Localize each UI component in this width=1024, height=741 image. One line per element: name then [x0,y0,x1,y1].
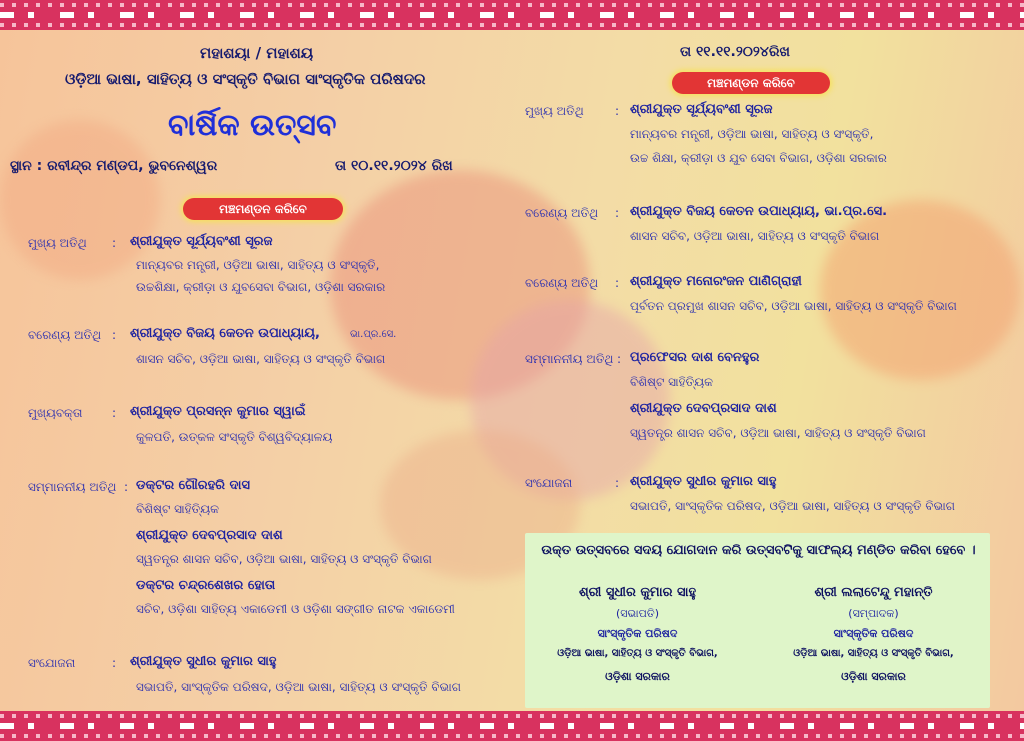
day1-name-honoured-guest-3: ଡକ୍ଟର ଚନ୍ଦ୍ରଶେଖର ହୋତା [136,578,276,593]
day2-desc: ଉଚ୍ଚ ଶିକ୍ଷା, କ୍ରୀଡ଼ା ଓ ଯୁବ ସେବା ବିଭାଗ, ଓଡ଼ିଶା ସରକାର [630,151,887,165]
day2-name-distinguished-guest-2: ଶ୍ରୀଯୁକ୍ତ ମନୋରଂଜନ ପାଣିଗ୍ରାହୀ [630,274,802,289]
signatory-2-dept: ଓଡ଼ିଆ ଭାଷା, ସାହିତ୍ୟ ଓ ସଂସ୍କୃତି ବିଭାଗ, [793,648,954,659]
day2-desc: ସ୍ୱତନ୍ତ୍ର ଶାସନ ସଚିବ, ଓଡ଼ିଆ ଭାଷା, ସାହିତ୍ୟ ଓ ସଂସ୍କୃତି ବିଭାଗ [630,426,926,440]
badge-day2: ମଞ୍ଚମଣ୍ଡନ କରିବେ [672,72,830,94]
day1-sep: : [112,328,117,342]
signatory-1-role: (ସଭାପତି) [616,607,659,620]
day1-name-suffix: ଭା.ପ୍ର.ସେ. [350,329,397,340]
day1-name-keynote: ଶ୍ରୀଯୁକ୍ତ ପ୍ରସନ୍ନ କୁମାର ସ୍ୱାଇଁ [130,404,306,419]
day1-name-coordination: ଶ୍ରୀଯୁକ୍ତ ସୁଧୀର କୁମାର ସାହୁ [130,654,277,669]
day1-sep: : [124,480,129,494]
day1-desc: ମାନ୍ୟବର ମନ୍ତ୍ରୀ, ଓଡ଼ିଆ ଭାଷା, ସାହିତ୍ୟ ଓ ସଂସ୍କୃତି, [136,258,380,272]
day1-label-coordination: ସଂଯୋଜନା [28,656,76,670]
day1-desc: ଶାସନ ସଚିବ, ଓଡ଼ିଆ ଭାଷା, ସାହିତ୍ୟ ଓ ସଂସ୍କୃତି ବିଭାଗ [136,352,386,366]
invite-box [525,533,990,708]
day1-sep: : [112,406,117,420]
top-border [0,0,1024,30]
day2-label-coordination: ସଂଯୋଜନା [525,476,573,490]
day1-label-chief-guest: ମୁଖ୍ୟ ଅତିଥି [28,236,87,250]
day2-sep: : [615,476,620,490]
day2-sep: : [615,104,620,118]
date-day2: ତା ୧୧.୧୧.୨୦୨୪ରିଖ [680,44,790,60]
date-day1: ତା ୧୦.୧୧.୨୦୨୪ ରିଖ [335,158,453,174]
signatory-2-govt: ଓଡ଼ିଶା ସରକାର [841,670,906,683]
venue: ସ୍ଥାନ : ରବୀନ୍ଦ୍ର ମଣ୍ଡପ, ଭୁବନେଶ୍ୱର [10,158,218,174]
signatory-2-role: (ସମ୍ପାଦକ) [848,607,899,620]
day2-label-chief-guest: ମୁଖ୍ୟ ଅତିଥି [525,104,584,118]
day1-name-honoured-guest-2: ଶ୍ରୀଯୁକ୍ତ ଦେବପ୍ରସାଦ ଦାଶ [136,528,283,543]
day2-sep: : [615,276,620,290]
day2-desc: ବିଶିଷ୍ଟ ସାହିତ୍ୟିକ [630,375,713,389]
day1-name-chief-guest: ଶ୍ରୀଯୁକ୍ତ ସୂର୍ଯ୍ୟବଂଶୀ ସୂରଜ [130,234,273,249]
day1-desc: କୁଳପତି, ଉତ୍କଳ ସଂସ୍କୃତି ବିଶ୍ୱବିଦ୍ୟାଳୟ [136,430,333,444]
day1-label-distinguished-guest: ବରେଣ୍ୟ ଅତିଥି [28,328,102,342]
signatory-1-name: ଶ୍ରୀ ସୁଧୀର କୁମାର ସାହୁ [578,585,697,600]
day2-name-coordination: ଶ୍ରୀଯୁକ୍ତ ସୁଧୀର କୁମାର ସାହୁ [630,474,777,489]
signatory-1-dept: ଓଡ଼ିଆ ଭାଷା, ସାହିତ୍ୟ ଓ ସଂସ୍କୃତି ବିଭାଗ, [557,648,718,659]
day2-sep: : [615,206,620,220]
day2-name-honoured-guest-2: ଶ୍ରୀଯୁକ୍ତ ଦେବପ୍ରସାଦ ଦାଶ [630,401,777,416]
day1-desc: ବିଶିଷ୍ଟ ସାହିତ୍ୟିକ [136,502,219,516]
signatory-1-org: ସାଂସ୍କୃତିକ ପରିଷଦ [597,627,678,640]
day2-label-distinguished-guest-2: ବରେଣ୍ୟ ଅତିଥି [525,276,599,290]
day1-sep: : [112,656,117,670]
day1-name-distinguished-guest: ଶ୍ରୀଯୁକ୍ତ ବିଜୟ କେତନ ଉପାଧ୍ୟାୟ, [130,326,320,341]
day2-label-honoured-guest: ସମ୍ମାନନୀୟ ଅତିଥି [525,352,614,366]
day2-name-honoured-guest: ପ୍ରଫେସର ଦାଶ ବେନହୁର [630,350,760,365]
day2-desc: ସଭାପତି, ସାଂସ୍କୃତିକ ପରିଷଦ, ଓଡ଼ିଆ ଭାଷା, ସାହିତ୍ୟ ଓ ସଂସ୍କୃତି ବିଭାଗ [630,499,956,513]
day2-label-distinguished-guest: ବରେଣ୍ୟ ଅତିଥି [525,206,599,220]
bottom-border [0,711,1024,741]
signatory-1-govt: ଓଡ଼ିଶା ସରକାର [605,670,670,683]
flower-bg-icon [0,120,160,280]
day2-desc: ମାନ୍ୟବର ମନ୍ତ୍ରୀ, ଓଡ଼ିଆ ଭାଷା, ସାହିତ୍ୟ ଓ ସଂସ୍କୃତି, [630,127,874,141]
day1-desc: ସ୍ୱତନ୍ତ୍ର ଶାସନ ସଚିବ, ଓଡ଼ିଆ ଭାଷା, ସାହିତ୍ୟ ଓ ସଂସ୍କୃତି ବିଭାଗ [136,552,432,566]
badge-day1: ମଞ୍ଚମଣ୍ଡନ କରିବେ [183,198,343,220]
day1-desc: ସଚିବ, ଓଡ଼ିଶା ସାହିତ୍ୟ ଏକାଡେମୀ ଓ ଓଡ଼ିଶା ସଙ୍ଗୀତ ନାଟକ ଏକାଡେମୀ [136,602,455,616]
signatory-2-org: ସାଂସ୍କୃତିକ ପରିଷଦ [833,627,914,640]
day2-name-chief-guest: ଶ୍ରୀଯୁକ୍ତ ସୂର୍ଯ୍ୟବଂଶୀ ସୂରଜ [630,102,773,117]
day1-desc: ଉଚ୍ଚଶିକ୍ଷା, କ୍ରୀଡ଼ା ଓ ଯୁବସେବା ବିଭାଗ, ଓଡ଼ିଶା ସରକାର [136,280,386,294]
day2-sep: : [617,352,622,366]
salutation: ମହାଶୟା / ମହାଶୟ [200,44,314,62]
day1-sep: : [112,236,117,250]
day1-name-honoured-guest: ଡକ୍ଟର ଗୌରହରି ଦାସ [136,478,250,493]
signatory-2-name: ଶ୍ରୀ ଲଲାଟେନ୍ଦୁ ମହାନ୍ତି [814,585,933,600]
invite-message: ଉକ୍ତ ଉତ୍ସବରେ ସଦୟ ଯୋଗଦାନ କରି ଉତ୍ସବଟିକୁ ସାଫଲ୍ୟ ମଣ୍ଡିତ କରିବା ହେବେ । [541,543,976,558]
day1-label-keynote: ମୁଖ୍ୟବକ୍ତା [28,406,83,420]
flower-bg-icon [820,200,1020,380]
day2-desc: ପୂର୍ବତନ ପ୍ରମୁଖ ଶାସନ ସଚିବ, ଓଡ଼ିଆ ଭାଷା, ସାହିତ୍ୟ ଓ ସଂସ୍କୃତି ବିଭାଗ [630,299,957,313]
organizer: ଓଡ଼ିଆ ଭାଷା, ସାହିତ୍ୟ ଓ ସଂସ୍କୃତି ବିଭାଗ ସାଂସ୍କୃତିକ ପରିଷଦର [65,70,426,88]
day1-desc: ସଭାପତି, ସାଂସ୍କୃତିକ ପରିଷଦ, ଓଡ଼ିଆ ଭାଷା, ସାହିତ୍ୟ ଓ ସଂସ୍କୃତି ବିଭାଗ [136,680,462,694]
day1-label-honoured-guest: ସମ୍ମାନନୀୟ ଅତିଥି [28,480,117,494]
page-title: ବାର୍ଷିକ ଉତ୍ସବ [168,108,337,143]
day2-desc: ଶାସନ ସଚିବ, ଓଡ଼ିଆ ଭାଷା, ସାହିତ୍ୟ ଓ ସଂସ୍କୃତି ବିଭାଗ [630,229,880,243]
day2-name-distinguished-guest: ଶ୍ରୀଯୁକ୍ତ ବିଜୟ କେତନ ଉପାଧ୍ୟାୟ, ଭା.ପ୍ର.ସେ. [630,204,888,219]
